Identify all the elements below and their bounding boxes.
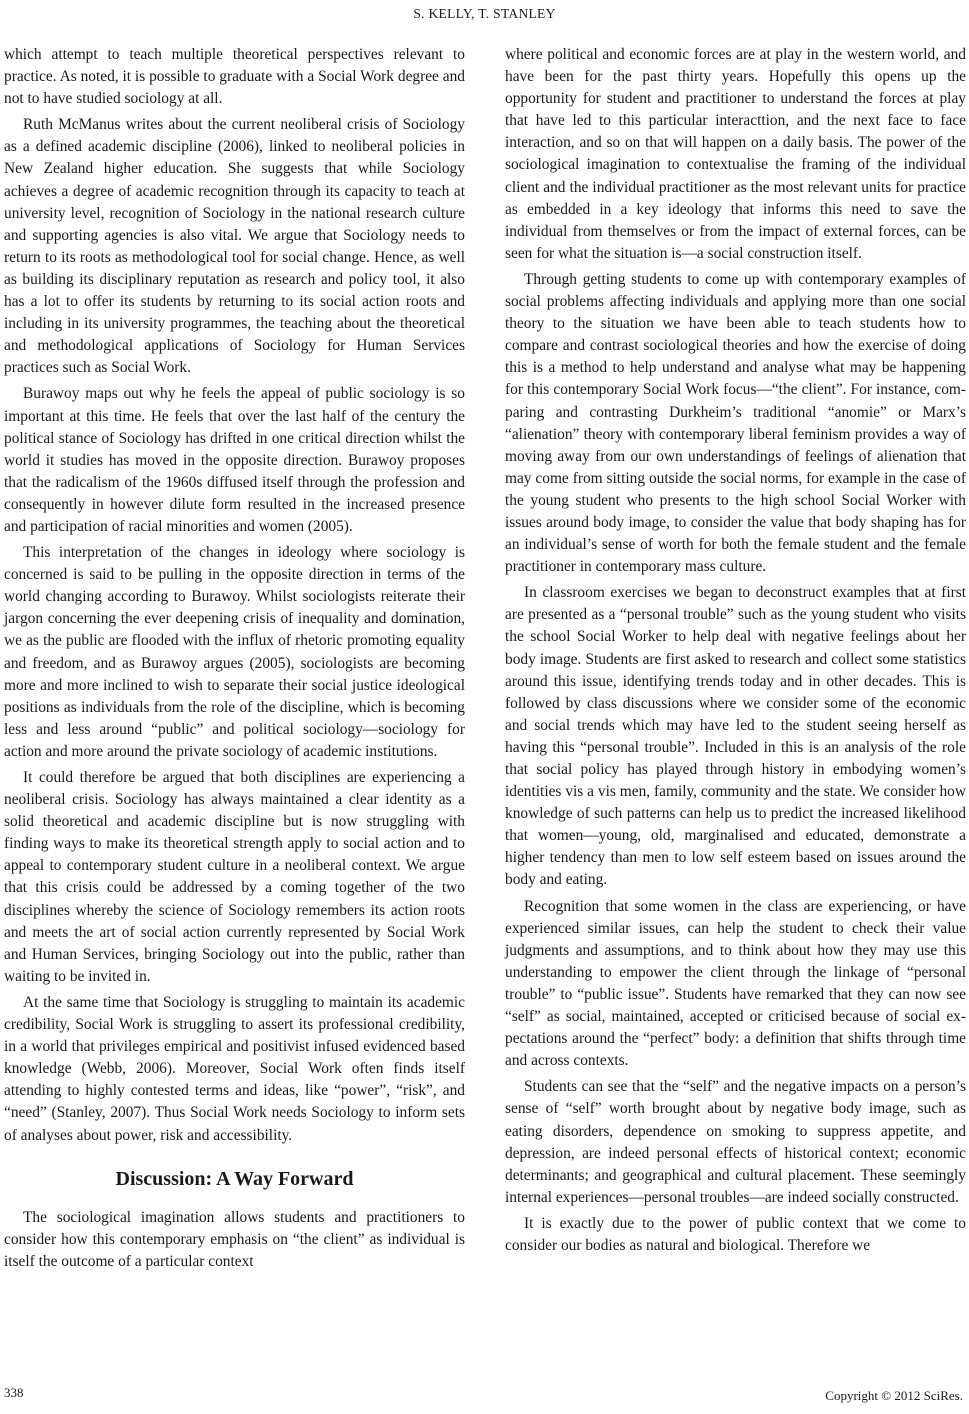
paragraph: Burawoy maps out why he feels the appeal of public sociology is so important at this time. He feels that over the last half of the century the political stance of Sociology has drifted in one critical direction whilst the world it studies has moved in the opposite direction. Burawoy proposes that the radicalism of the 1960s diffused itself through the profession and consequently in however dilute form resulted in the increased presence and participation of racial minorities and women (2005). <box>4 385 465 535</box>
paragraph: Recognition that some women in the class are experiencing, or have experienced similar issues, can help the student to check their value judgments and assumptions, and to think about how they may use this understanding to empower the client through the linkage of “personal trouble” to “public issue”. Students have remarked that they can now see “self” as social, maintained, accepted or criticised because of social expectations around the “perfect” body: a definition that shifts through time and across contexts. <box>505 897 966 1070</box>
paragraph: where political and economic forces are at play in the western world, and have been for the past thirty years. Hopefully this opens up the opportunity for student and practitioner to understand the forces at play that have led to this particular interacttion, and the next face to face interaction, and so on that will happen on a daily basis. The power of the sociological imagination to contextualise the framing of the individual client and the individual practitioner as the most relevant units for practice as embedded in a key ideology that informs this need to save the individual from themselves or from the impact of external forces, can be seen for what the situation is—a social construction itself. <box>505 46 966 262</box>
paragraph: which attempt to teach multiple theoretical perspectives relevant to practice. As noted, it is possible to graduate with a Social Work degree and not to have studied sociology at all. <box>4 46 465 108</box>
paragraph: Ruth McManus writes about the current neoliberal crisis of Sociology as a defined academic discipline (2006), linked to neoliberal policies in New Zealand higher education. She suggests that while Sociology achieves a degree of academic recognition through its capacity to teach at university level, recognition of Sociology in the national research culture and supporting agencies is also vital. We argue that Sociology needs to return to its roots as methodological tool for social change. Hence, as well as building its disciplinary reputation as research and policy tool, it also has a lot to offer its students by returning to its social action roots and including in its university programmes, the teaching about the theoretical and methodological applications of Sociology for Human Services practices such as Social Work. <box>4 116 465 377</box>
paragraph: The sociological imagination allows students and practitioners to consider how this contemporary emphasis on “the client” as individual is itself the outcome of a particular context <box>4 1208 465 1270</box>
paragraph: In classroom exercises we began to deconstruct examples that at first are presented as a “personal trouble” such as the young student who visits the school Social Worker to help deal with negative feelings about her body image. Students are first asked to research and collect some statistics around this issue, identifying trends today and in other decades. This is followed by class discussions where we consider some of the economic and social trends which may have led to the student seeing herself as having this “personal trouble”. Included in this is an analysis of the role that social policy has played through history in embodying women’s identities vis a vis men, family, community and the state. We consider how knowledge of such patterns can help us to predict the increased likelihood that women—young, old, marginalised and educated, demonstrate a higher tendency than men to low self esteem based on issues around the body and eating. <box>505 584 966 889</box>
paragraph: It could therefore be argued that both disciplines are experiencing a neoliberal crisis. Sociology has always maintained a clear identity as a solid theoretical and academic discipline but is now struggling with finding ways to make its theoretical strength apply to social action and to appeal to contemporary student culture in a neoliberal context. We argue that this crisis could be addressed by a coming together of the two disciplines whereby the science of Sociology remembers its action roots and meets the art of social action currently represented by Social Work and Human Services, bringing Sociology out into the public, rather than waiting to be invited in. <box>4 769 465 985</box>
paragraph: At the same time that Sociology is struggling to maintain its academic credibility, Social Work is struggling to assert its professional credibility, in a world that privileges empirical and positivist infused evidenced based knowledge (Webb, 2006). Moreover, Social Work often finds itself attending to highly contested terms and ideas, like “power”, “risk”, and “need” (Stanley, 2007). Thus Social Work needs Sociology to inform sets of analyses about power, risk and accessibility. <box>4 993 465 1144</box>
paragraph: It is exactly due to the power of public context that we come to consider our bodies as natural and biological. Therefore we <box>505 1214 966 1254</box>
running-head: S. KELLY, T. STANLEY <box>413 6 556 21</box>
paragraph: Through getting students to come up with contemporary examples of social problems affecting individuals and applying more than one social theory to the situation we have been able to teach students how to compare and contrast sociological theories and how the exercise of doing this is a method to help understand and analyse what may be happening for this contemporary Social Work focus—“the client”. For instance, comparing and contrasting Durkheim’s traditional “anomie” or Marx’s “alienation” theory with contemporary liberal feminism provides a way of moving away from our own understandings of feelings of alienation that may come from sitting outside the social norms, for example in the case of the young student who presents to the high school Social Worker with issues around body image, to consider the value that body shaping has for an individual’s sense of worth for both the female student and the female practitioner in contemporary mass culture. <box>505 270 966 576</box>
paragraph: Students can see that the “self” and the negative impacts on a person’s sense of “self” worth brought about by negative body image, such as eating disorders, dependence on smoking to suppress appetite, and depression, are indeed personal effects of historical context; economic determinants; and geographical and cultural placement. These seemingly internal experiences—personal troubles—are indeed socially constructed. <box>505 1078 966 1206</box>
page-number: 338 <box>4 1385 24 1400</box>
left-column <box>4 44 465 1277</box>
copyright-notice: Copyright © 2012 SciRes. <box>825 1388 963 1403</box>
paragraph: This interpretation of the changes in ideology where sociology is concerned is said to be pulling in the opposite direction in terms of the world changing according to Burawoy. Whilst sociologists reiterate their jargon concerning the ever deepening crisis of inequality and domination, we as the public are flooded with the influx of rhetoric promoting equality and freedom, and as Burawoy argues (2005), sociologists are becoming more and more inclined to wish to separate their social justice ideological positions as individuals from the role of the discipline, which is becoming less and less around “public” and political sociology—sociology for action and more around the private sociology of academic institutions. <box>4 544 465 760</box>
section-heading: Discussion: A Way Forward <box>115 1167 354 1190</box>
right-column <box>505 44 966 1261</box>
